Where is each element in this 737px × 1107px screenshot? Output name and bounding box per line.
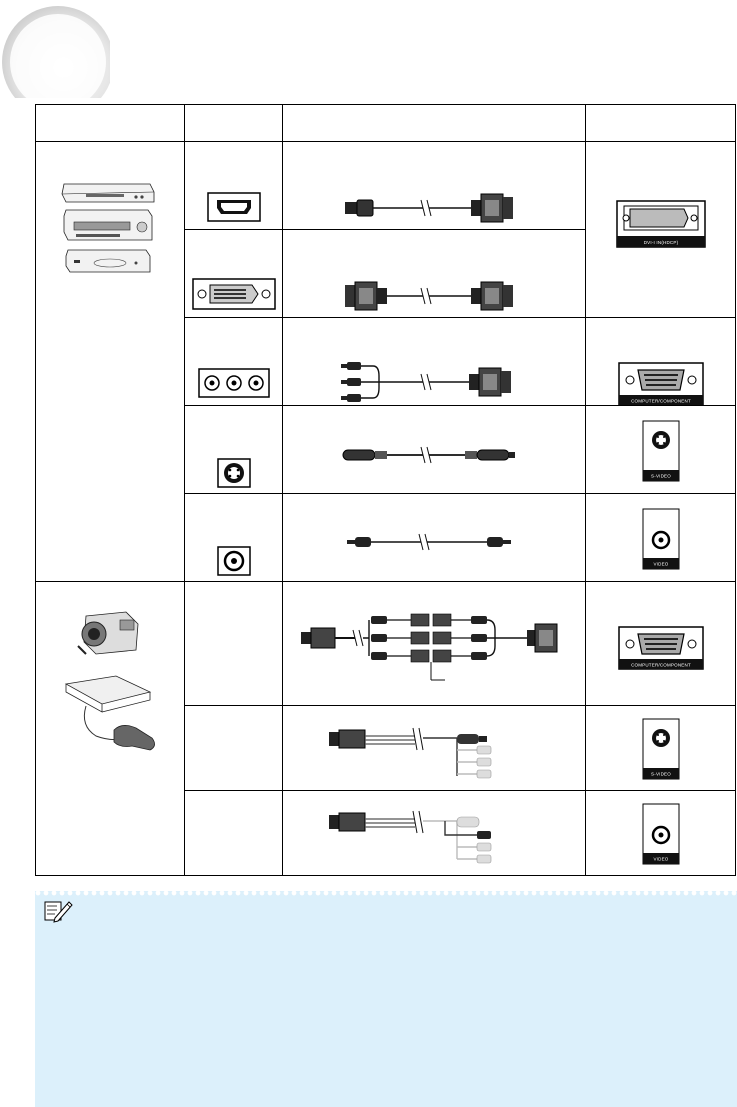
scallop-dot <box>100 891 105 896</box>
scallop-dot <box>308 891 313 896</box>
scallop-dot <box>68 891 73 896</box>
scallop-dot <box>164 891 169 896</box>
scallop-dot <box>692 891 697 896</box>
scallop-dot <box>92 891 97 896</box>
device-jack-empty-cell <box>185 791 283 876</box>
scallop-dot <box>444 891 449 896</box>
scallop-dot <box>364 891 369 896</box>
scallop-dot <box>524 891 529 896</box>
vcr-icon <box>64 210 152 240</box>
cable-hdmi-dvi-cell <box>283 142 586 230</box>
s-video-port-icon <box>642 420 680 482</box>
scallop-dot <box>140 891 145 896</box>
video-port-label: VIDEO <box>653 561 669 567</box>
computer-component-port-icon <box>618 626 704 670</box>
scallop-dot <box>108 891 113 896</box>
scallop-dot <box>620 891 625 896</box>
scallop-dot <box>708 891 713 896</box>
dvi-to-dvi-cable-icon <box>343 276 523 316</box>
cable-av-s-video-cell <box>283 706 586 791</box>
device-jack-hdmi-cell <box>185 142 283 230</box>
projector-port-computer-2-cell <box>586 581 736 705</box>
scallop-dot <box>380 891 385 896</box>
scallop-dot <box>404 891 409 896</box>
cable-av-video-cell <box>283 791 586 876</box>
dvd-player-icon <box>62 184 154 202</box>
scallop-dot <box>188 891 193 896</box>
av-devices-cell <box>36 581 185 875</box>
component-jack-icon <box>198 368 270 398</box>
scallop-dot <box>628 891 633 896</box>
scallop-dot <box>44 891 49 896</box>
device-jack-empty-cell <box>185 706 283 791</box>
note-scallop-border <box>35 886 737 898</box>
projector-port-s-video-cell <box>586 406 736 494</box>
scallop-dot <box>468 891 473 896</box>
component-to-dsub-cable-icon <box>339 356 519 412</box>
scallop-dot <box>684 891 689 896</box>
scallop-dot <box>340 891 345 896</box>
scallop-dot <box>492 891 497 896</box>
cable-av-dsub-cell <box>283 581 586 705</box>
scallop-dot <box>436 891 441 896</box>
scallop-dot <box>652 891 657 896</box>
projector-port-s-video-2-cell <box>586 706 736 791</box>
projector-port-video-cell <box>586 494 736 582</box>
projector-port-computer-cell <box>586 318 736 406</box>
scallop-dot <box>396 891 401 896</box>
s-video-jack-icon <box>217 458 251 488</box>
s-video-port-icon <box>642 718 680 780</box>
cable-component-dsub-cell <box>283 318 586 406</box>
scallop-dot <box>348 891 353 896</box>
scallop-dot <box>500 891 505 896</box>
scallop-dot <box>268 891 273 896</box>
scallop-dot <box>244 891 249 896</box>
header-cable <box>283 105 586 142</box>
table-header-row <box>36 105 736 142</box>
device-jack-component-cell <box>185 318 283 406</box>
header-device <box>36 105 185 142</box>
scallop-dot <box>36 891 41 896</box>
scallop-dot <box>276 891 281 896</box>
scallop-dot <box>604 891 609 896</box>
hdmi-jack-icon <box>207 192 261 222</box>
table-row <box>36 142 736 230</box>
cable-video-cell <box>283 494 586 582</box>
scallop-dot <box>284 891 289 896</box>
scallop-dot <box>148 891 153 896</box>
scallop-dot <box>52 891 57 896</box>
scallop-dot <box>428 891 433 896</box>
scallop-dot <box>124 891 129 896</box>
page-corner-decoration <box>0 0 110 110</box>
scallop-dot <box>292 891 297 896</box>
scallop-dot <box>732 891 737 896</box>
header-projector-terminal <box>586 105 736 142</box>
scallop-dot <box>212 891 217 896</box>
scallop-dot <box>724 891 729 896</box>
scallop-dot <box>484 891 489 896</box>
pencil-note-icon <box>43 898 73 924</box>
scallop-dot <box>716 891 721 896</box>
scallop-dot <box>700 891 705 896</box>
projector-port-video-2-cell <box>586 791 736 876</box>
scallop-dot <box>420 891 425 896</box>
scallop-dot <box>548 891 553 896</box>
scallop-dot <box>316 891 321 896</box>
video-cable-icon <box>345 532 521 552</box>
dvi-port-icon <box>616 200 706 248</box>
scallop-dot <box>132 891 137 896</box>
scallop-dot <box>220 891 225 896</box>
scallop-dot <box>460 891 465 896</box>
scallop-dot <box>84 891 89 896</box>
scallop-dot <box>660 891 665 896</box>
scallop-dot <box>564 891 569 896</box>
scallop-dot <box>356 891 361 896</box>
scallop-dot <box>196 891 201 896</box>
av-cable-video-icon <box>327 807 517 867</box>
s-video-port-label: S-VIDEO <box>651 771 671 777</box>
scallop-dot <box>116 891 121 896</box>
scallop-dot <box>324 891 329 896</box>
dvi-port-label: DVI-I IN(HDCP) <box>643 240 679 246</box>
scallop-dot <box>596 891 601 896</box>
scallop-dot <box>60 891 65 896</box>
scallop-dot <box>452 891 457 896</box>
cable-dvi-dvi-cell <box>283 230 586 318</box>
device-jack-dvi-cell <box>185 230 283 318</box>
video-port-icon <box>642 803 680 865</box>
computer-component-port-icon <box>618 362 704 406</box>
scallop-dot <box>76 891 81 896</box>
scallop-dot <box>588 891 593 896</box>
scallop-dot <box>668 891 673 896</box>
device-jack-s-video-cell <box>185 406 283 494</box>
scallop-dot <box>236 891 241 896</box>
scallop-dot <box>572 891 577 896</box>
table-row <box>36 581 736 705</box>
scallop-dot <box>676 891 681 896</box>
device-jack-video-cell <box>185 494 283 582</box>
connection-table <box>35 104 736 876</box>
scallop-dot <box>644 891 649 896</box>
scallop-dot <box>612 891 617 896</box>
video-jack-icon <box>217 546 251 576</box>
scallop-dot <box>260 891 265 896</box>
scallop-dot <box>508 891 513 896</box>
video-devices-cell <box>36 142 185 582</box>
scallop-dot <box>204 891 209 896</box>
scallop-dot <box>332 891 337 896</box>
hdmi-to-dvi-cable-icon <box>343 188 523 228</box>
scallop-dot <box>532 891 537 896</box>
scallop-dot <box>476 891 481 896</box>
scallop-dot <box>372 891 377 896</box>
scallop-dot <box>252 891 257 896</box>
set-top-box-icon <box>66 250 150 272</box>
dvi-jack-icon <box>192 278 276 310</box>
scallop-dot <box>300 891 305 896</box>
scallop-dot <box>580 891 585 896</box>
header-device-terminal <box>185 105 283 142</box>
scallop-dot <box>516 891 521 896</box>
scallop-dot <box>156 891 161 896</box>
camcorder-icon <box>78 612 138 654</box>
computer-port-label: COMPUTER/COMPONENT <box>631 662 691 668</box>
scallop-dot <box>228 891 233 896</box>
av-cable-s-video-icon <box>327 724 517 784</box>
device-jack-empty-cell <box>185 581 283 705</box>
s-video-port-label: S-VIDEO <box>651 473 671 479</box>
computer-port-label: COMPUTER/COMPONENT <box>631 398 691 404</box>
scallop-dot <box>636 891 641 896</box>
video-port-icon <box>642 508 680 570</box>
s-video-cable-icon <box>339 444 529 466</box>
scallop-dot <box>556 891 561 896</box>
scallop-dot <box>172 891 177 896</box>
note-box <box>35 886 737 1107</box>
scallop-dot <box>412 891 417 896</box>
cable-s-video-cell <box>283 406 586 494</box>
video-port-label: VIDEO <box>653 856 669 862</box>
projector-port-dvi-cell <box>586 142 736 318</box>
game-console-icon <box>66 676 155 750</box>
scallop-dot <box>388 891 393 896</box>
av-cable-to-dsub-icon <box>299 606 567 686</box>
scallop-dot <box>540 891 545 896</box>
scallop-dot <box>180 891 185 896</box>
